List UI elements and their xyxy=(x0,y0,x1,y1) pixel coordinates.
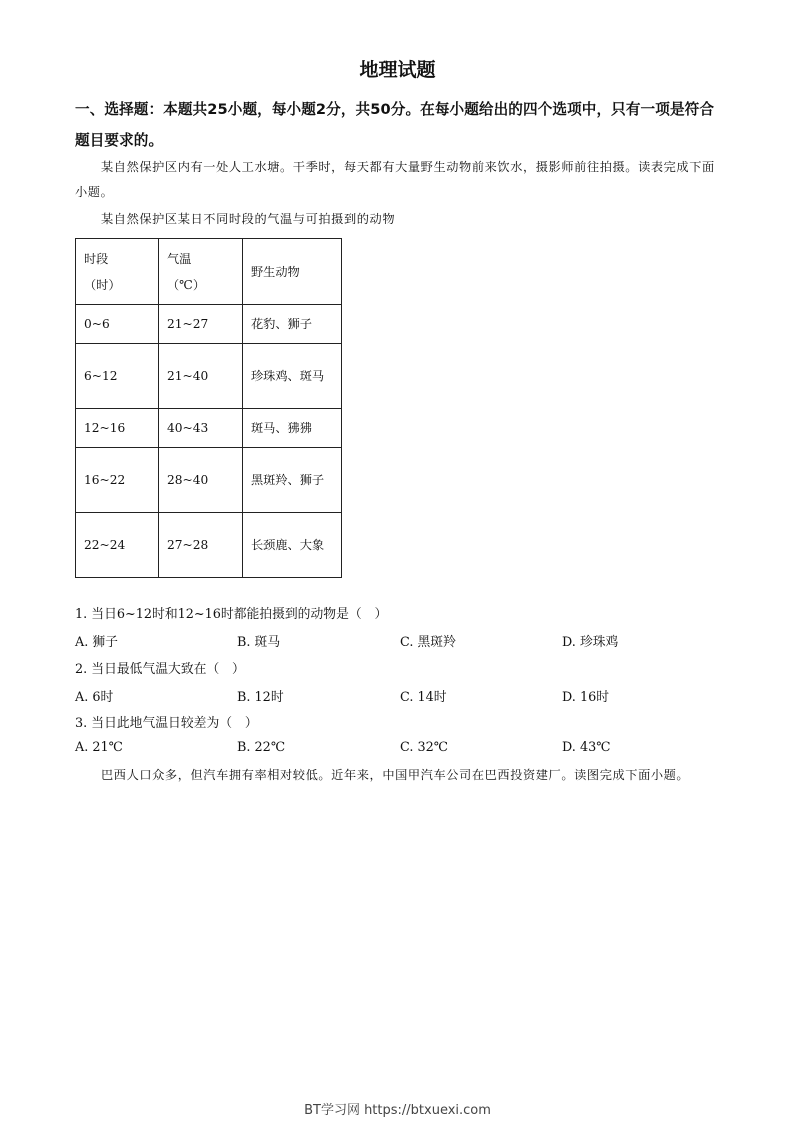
header-animals: 野生动物 xyxy=(243,239,342,305)
header-temp-line2: （℃） xyxy=(167,277,206,292)
cell-animals: 黑斑羚、狮子 xyxy=(243,448,342,513)
question-1-option-c: C. 黑斑羚 xyxy=(400,635,456,650)
cell-animals: 斑马、狒狒 xyxy=(243,409,342,448)
cell-period: 22~24 xyxy=(76,513,159,578)
header-temp-line1: 气温 xyxy=(167,251,192,266)
cell-temp: 21~27 xyxy=(159,305,243,344)
cell-animals: 花豹、狮子 xyxy=(243,305,342,344)
question-2-option-b: B. 12时 xyxy=(237,690,284,705)
question-1-option-b: B. 斑马 xyxy=(237,635,281,650)
cell-temp: 40~43 xyxy=(159,409,243,448)
header-period xyxy=(76,239,159,305)
question-3-option-c: C. 32℃ xyxy=(400,740,449,755)
question-2-stem: 2. 当日最低气温大致在（ ） xyxy=(75,662,245,677)
second-paragraph: 巴西人口众多，但汽车拥有率相对较低。近年来，中国甲汽车公司在巴西投资建厂。读图完成下面小题。 xyxy=(101,768,690,782)
intro-paragraph: 某自然保护区内有一处人工水塘。干季时，每天都有大量野生动物前来饮水，摄影师前往拍摄。读表完成下面小题。 xyxy=(75,160,715,199)
table-header-row xyxy=(76,239,342,305)
question-3-stem: 3. 当日此地气温日较差为（ ） xyxy=(75,716,258,731)
cell-period: 0~6 xyxy=(76,305,159,344)
page-title: 地理试题 xyxy=(359,59,436,81)
table-row xyxy=(76,513,342,578)
question-3-option-d: D. 43℃ xyxy=(562,740,611,755)
cell-animals: 珍珠鸡、斑马 xyxy=(243,344,342,409)
footer-watermark: BT学习网 https://btxuexi.com xyxy=(304,1103,491,1118)
cell-period: 12~16 xyxy=(76,409,159,448)
cell-period: 6~12 xyxy=(76,344,159,409)
cell-period: 16~22 xyxy=(76,448,159,513)
question-3-option-a: A. 21℃ xyxy=(75,740,123,755)
data-table xyxy=(75,238,342,578)
question-1-option-d: D. 珍珠鸡 xyxy=(562,635,619,650)
question-1-option-a: A. 狮子 xyxy=(75,635,118,650)
question-2-option-d: D. 16时 xyxy=(562,690,610,705)
table-row xyxy=(76,344,342,409)
cell-animals: 长颈鹿、大象 xyxy=(243,513,342,578)
header-period-line2: （时） xyxy=(84,277,121,292)
header-temp xyxy=(159,239,243,305)
question-1-stem: 1. 当日6~12时和12~16时都能拍摄到的动物是（ ） xyxy=(75,607,388,622)
table-caption: 某自然保护区某日不同时段的气温与可拍摄到的动物 xyxy=(101,212,396,226)
cell-temp: 21~40 xyxy=(159,344,243,409)
header-period-line1: 时段 xyxy=(84,251,109,266)
cell-temp: 27~28 xyxy=(159,513,243,578)
table-row xyxy=(76,305,342,344)
question-2-option-c: C. 14时 xyxy=(400,690,447,705)
question-2-option-a: A. 6时 xyxy=(75,690,114,705)
cell-temp: 28~40 xyxy=(159,448,243,513)
question-3-option-b: B. 22℃ xyxy=(237,740,286,755)
section-heading: 一、选择题：本题共25小题，每小题2分，共50分。在每小题给出的四个选项中，只有一项是符合题目要求的。 xyxy=(75,101,715,149)
table-row xyxy=(76,448,342,513)
table-row xyxy=(76,409,342,448)
